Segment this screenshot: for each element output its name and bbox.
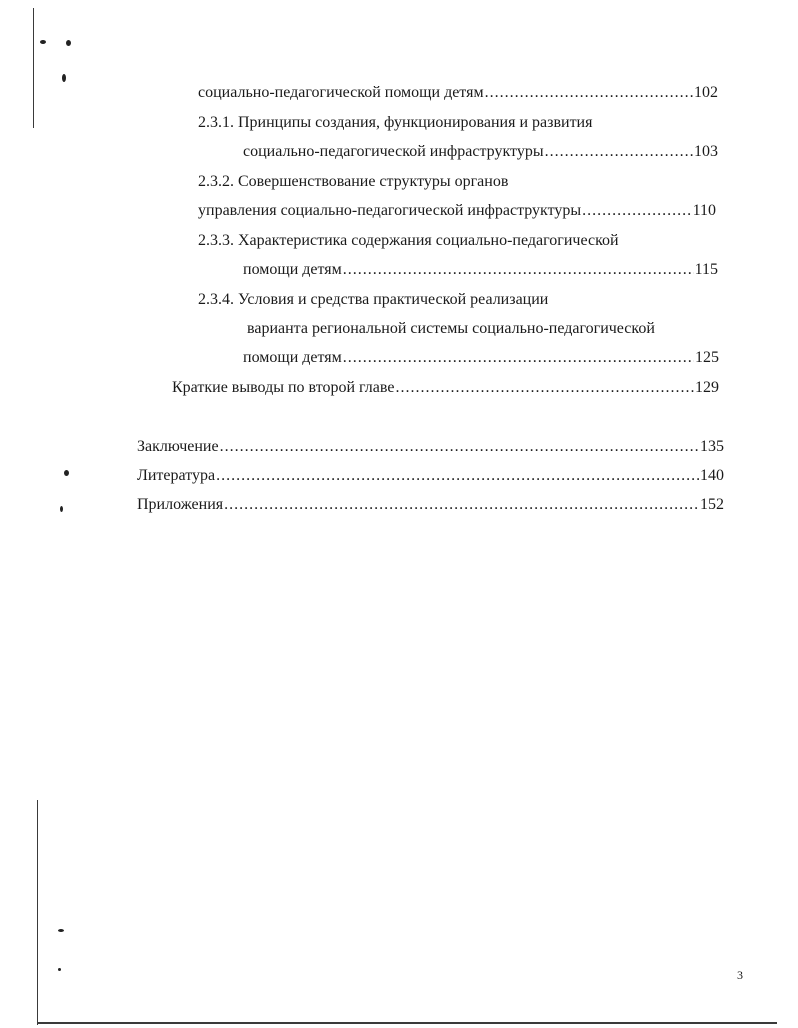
scan-speck [58,968,61,971]
toc-entry-text: варианта региональной системы социально-педагогической [247,320,655,337]
toc-entry-text: Заключение [137,438,219,455]
scan-bottom-edge [37,1022,777,1024]
toc-entry [137,437,724,457]
scan-speck [58,929,64,932]
toc-entry-page: 140 [700,467,724,484]
scan-left-edge-bottom [37,800,38,1025]
toc-entry [137,466,724,486]
scan-speck [66,40,71,46]
toc-entry-page: 103 [694,143,718,160]
toc-entry-text: Краткие выводы по второй главе [172,379,395,396]
toc-entry-page: 125 [695,349,719,366]
toc-entry-text: социально-педагогической помощи детям [198,84,484,101]
toc-leader-dots [343,260,694,280]
toc-entry-page: 102 [694,84,718,101]
scan-speck [40,40,46,44]
toc-entry-text: управления социально-педагогической инфраструктуры [198,202,582,219]
toc-entry [198,83,718,103]
toc-entry-text: помощи детям [243,349,342,366]
toc-leader-dots [582,201,691,221]
toc-leader-dots [343,348,694,368]
toc-entry-text: помощи детям [243,261,342,278]
toc-leader-dots [216,466,699,486]
toc-entry [247,319,655,339]
toc-entry-text: Приложения [137,496,224,513]
toc-leader-dots [220,437,699,457]
scan-speck [60,506,63,512]
scan-speck [62,74,66,82]
page-number: 3 [737,968,743,982]
toc-entry [198,231,619,251]
toc-entry-text: 2.3.3. Характеристика содержания социально-педагогической [198,232,619,249]
toc-entry-text: Литература [137,467,216,484]
toc-entry-page: 152 [700,496,724,513]
scan-speck [64,470,69,476]
toc-entry-text: 2.3.4. Условия и средства практической реализации [198,291,549,308]
toc-entry [243,142,718,162]
toc-entry [172,378,719,398]
toc-entry-page: 110 [692,202,716,219]
toc-entry [198,172,508,192]
toc-entry-text: 2.3.2. Совершенствование структуры органов [198,173,509,190]
toc-leader-dots [224,495,699,515]
toc-entry-text: 2.3.1. Принципы создания, функционирования и развития [198,114,593,131]
scan-left-edge-top [33,8,34,128]
toc-entry-page: 115 [694,261,718,278]
toc-entry [137,495,724,515]
toc-leader-dots [485,83,693,103]
toc-entry-page: 135 [700,438,724,455]
toc-entry [198,201,716,221]
toc-entry-page: 129 [695,379,719,396]
toc-entry [243,260,718,280]
toc-leader-dots [395,378,694,398]
toc-entry [243,348,719,368]
toc-entry [198,113,592,133]
toc-entry-text: социально-педагогической инфраструктуры [243,143,544,160]
toc-leader-dots [545,142,693,162]
toc-entry [198,290,548,310]
